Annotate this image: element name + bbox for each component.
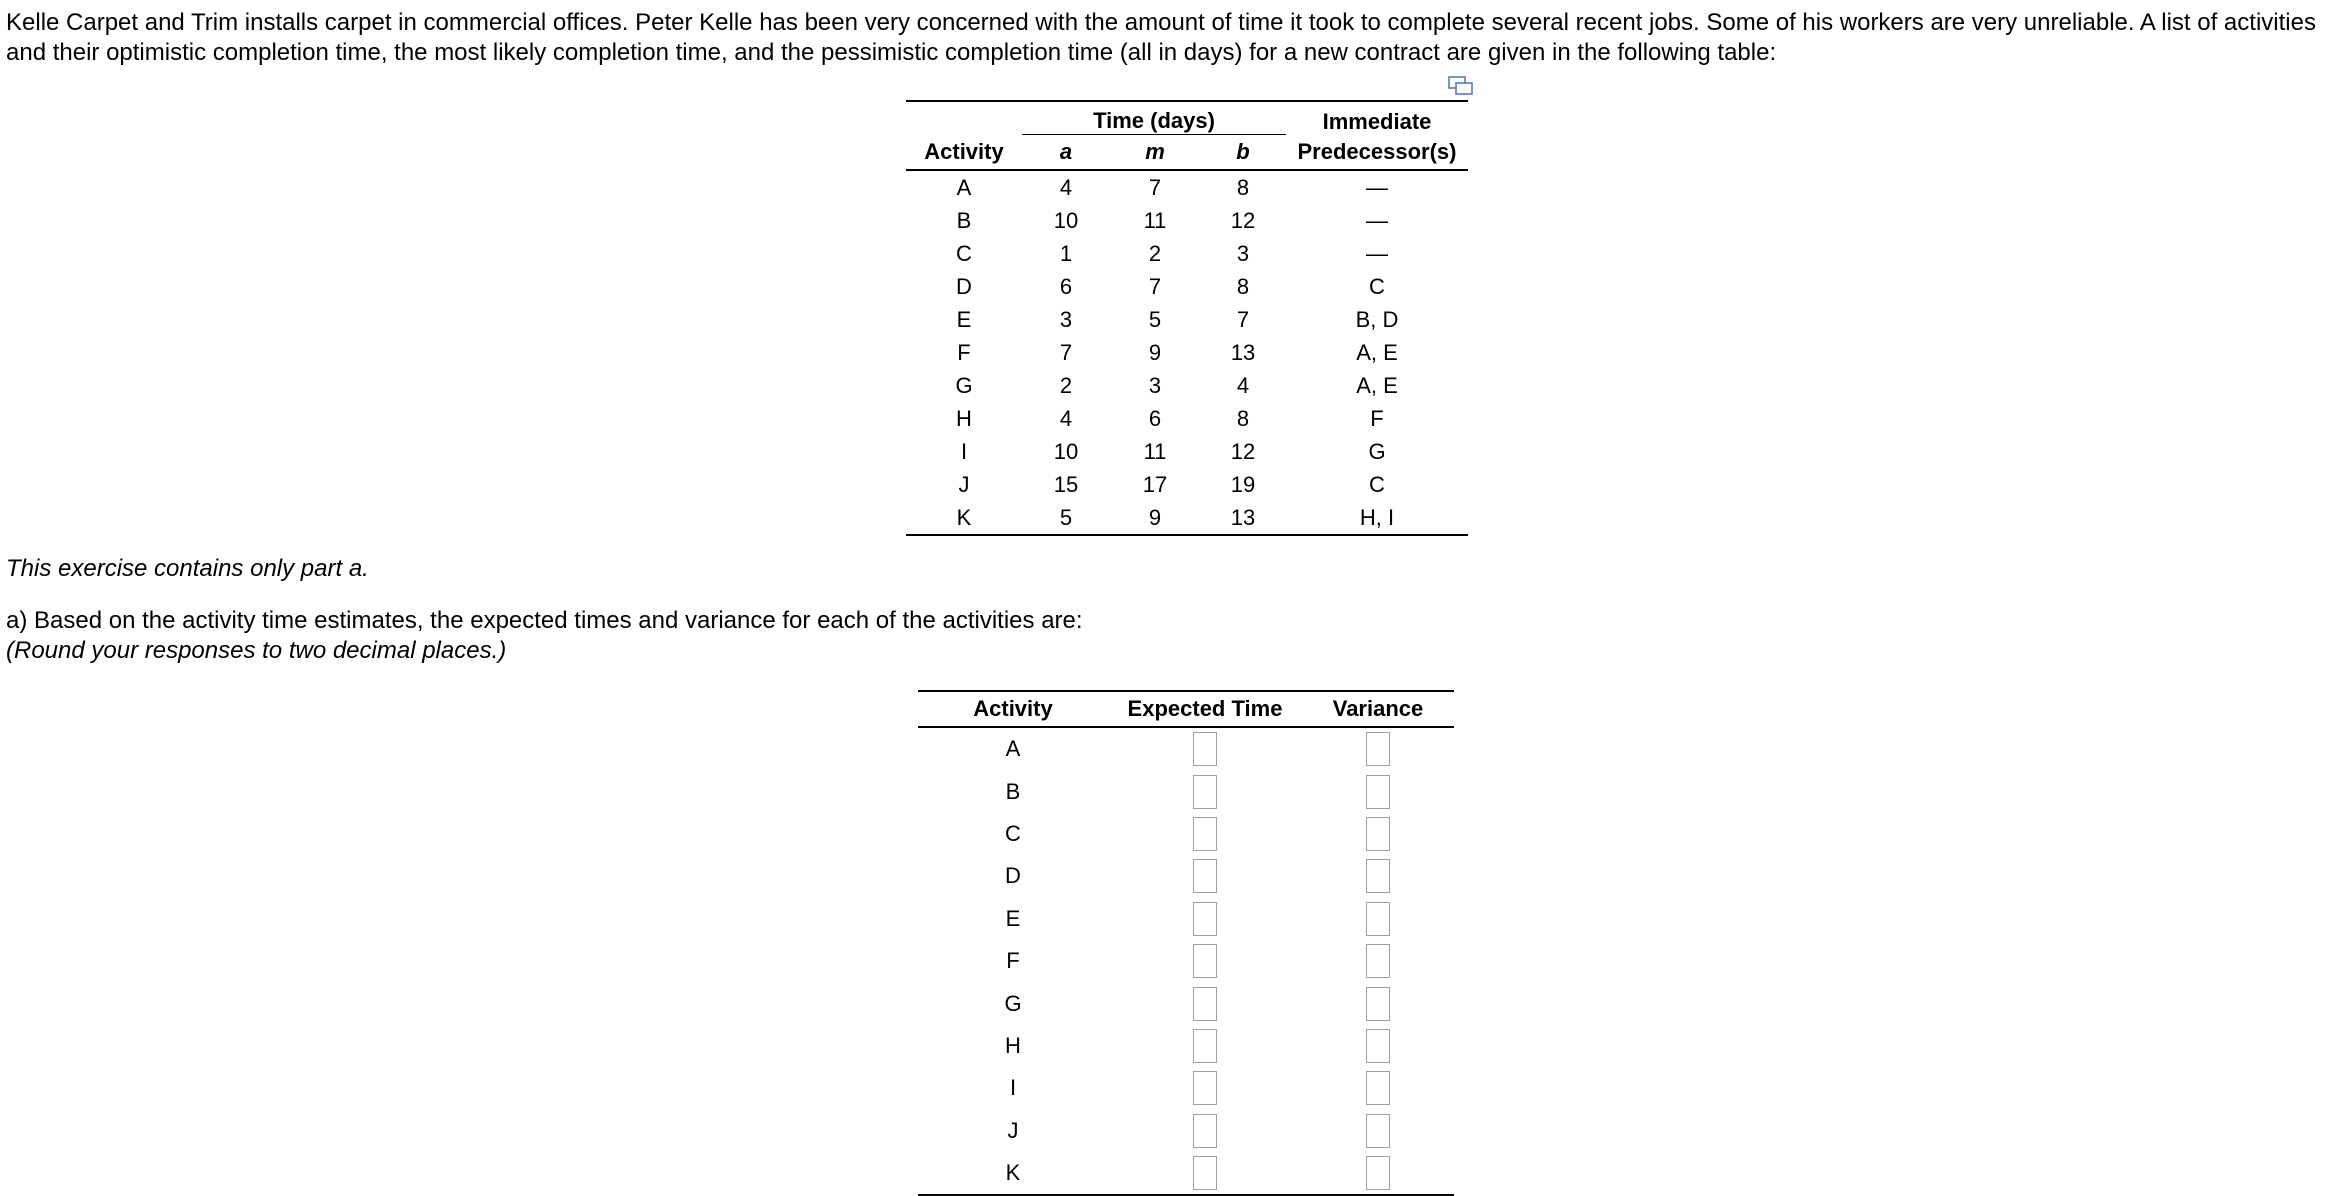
predecessor-cell: C xyxy=(1369,471,1385,497)
answer-row xyxy=(918,940,1454,982)
copy-table-icon[interactable] xyxy=(1448,76,1474,96)
predecessor-header-line2: Predecessor(s) xyxy=(1286,135,1468,171)
predecessor-cell: G xyxy=(1368,438,1386,464)
m-cell: 17 xyxy=(1142,471,1168,497)
b-cell: 8 xyxy=(1236,405,1250,431)
variance-input[interactable] xyxy=(1366,1029,1390,1063)
m-cell: 5 xyxy=(1148,306,1162,332)
predecessor-cell: F xyxy=(1370,405,1384,431)
m-cell: 11 xyxy=(1143,207,1167,233)
variance-input[interactable] xyxy=(1366,859,1390,893)
activity-cell: A xyxy=(956,174,972,200)
expected-time-input[interactable] xyxy=(1193,987,1217,1021)
table-row xyxy=(906,303,1468,336)
answer-row xyxy=(918,813,1454,855)
b-cell: 4 xyxy=(1236,372,1250,398)
predecessor-cell: — xyxy=(1366,207,1388,233)
b-cell: 8 xyxy=(1236,273,1250,299)
b-header: b xyxy=(1200,135,1286,171)
a-header: a xyxy=(1022,135,1110,171)
activity-cell: C xyxy=(956,240,972,266)
variance-input[interactable] xyxy=(1366,987,1390,1021)
m-cell: 11 xyxy=(1143,438,1167,464)
answer-activity-cell: K xyxy=(1005,1160,1021,1186)
table-row xyxy=(906,468,1468,501)
answer-activity-cell: J xyxy=(1007,1117,1019,1143)
b-cell: 3 xyxy=(1236,240,1250,266)
expected-time-header: Expected Time xyxy=(1108,691,1302,727)
activity-cell: J xyxy=(958,471,970,497)
m-cell: 9 xyxy=(1148,504,1162,530)
answer-activity-cell: B xyxy=(1005,778,1021,804)
answer-table xyxy=(918,690,1454,1196)
table-row xyxy=(906,170,1468,204)
a-cell: 10 xyxy=(1053,438,1079,464)
a-cell: 7 xyxy=(1059,339,1073,365)
variance-input[interactable] xyxy=(1366,775,1390,809)
answer-activity-header: Activity xyxy=(918,691,1108,727)
predecessor-cell: — xyxy=(1366,240,1388,266)
table-row xyxy=(906,204,1468,237)
variance-input[interactable] xyxy=(1366,1071,1390,1105)
predecessor-cell: C xyxy=(1369,273,1385,299)
predecessor-cell: B, D xyxy=(1355,306,1399,332)
question-text: a) Based on the activity time estimates, the expected times and variance for each of the activities are: xyxy=(6,607,1083,634)
b-cell: 19 xyxy=(1230,471,1256,497)
m-cell: 7 xyxy=(1148,273,1162,299)
answer-row xyxy=(918,982,1454,1024)
a-cell: 4 xyxy=(1059,405,1073,431)
expected-time-input[interactable] xyxy=(1193,1156,1217,1190)
answer-row xyxy=(918,1110,1454,1152)
answer-row xyxy=(918,898,1454,940)
answer-row xyxy=(918,855,1454,897)
predecessor-cell: A, E xyxy=(1356,372,1398,398)
a-cell: 2 xyxy=(1059,372,1073,398)
b-cell: 8 xyxy=(1236,174,1250,200)
activity-cell: D xyxy=(956,273,972,299)
variance-header: Variance xyxy=(1302,691,1454,727)
table-row xyxy=(906,435,1468,468)
expected-time-input[interactable] xyxy=(1193,817,1217,851)
activity-data-table xyxy=(906,100,1468,536)
table-row xyxy=(906,369,1468,402)
answer-row xyxy=(918,727,1454,770)
m-cell: 2 xyxy=(1148,240,1162,266)
activity-cell: E xyxy=(956,306,972,332)
time-days-header: Time (days) xyxy=(1022,101,1286,135)
rounding-instruction: (Round your responses to two decimal places.) xyxy=(6,637,507,664)
expected-time-input[interactable] xyxy=(1193,1071,1217,1105)
expected-time-input[interactable] xyxy=(1193,944,1217,978)
a-cell: 5 xyxy=(1059,504,1073,530)
m-cell: 7 xyxy=(1148,174,1162,200)
answer-activity-cell: F xyxy=(1006,948,1020,974)
answer-row xyxy=(918,1152,1454,1195)
answer-activity-cell: H xyxy=(1005,1032,1021,1058)
predecessor-header-line1: Immediate xyxy=(1322,108,1432,134)
a-cell: 15 xyxy=(1053,471,1079,497)
answer-row xyxy=(918,1025,1454,1067)
m-cell: 3 xyxy=(1148,372,1162,398)
a-cell: 1 xyxy=(1059,240,1073,266)
expected-time-input[interactable] xyxy=(1193,1114,1217,1148)
b-cell: 12 xyxy=(1230,207,1256,233)
a-cell: 4 xyxy=(1059,174,1073,200)
table-row xyxy=(906,402,1468,435)
variance-input[interactable] xyxy=(1366,1114,1390,1148)
answer-activity-cell: C xyxy=(1005,820,1021,846)
expected-time-input[interactable] xyxy=(1193,732,1217,766)
answer-activity-cell: D xyxy=(1005,863,1021,889)
activity-cell: B xyxy=(956,207,972,233)
predecessor-cell: A, E xyxy=(1356,339,1398,365)
table-row xyxy=(906,336,1468,369)
answer-row xyxy=(918,1067,1454,1109)
answer-activity-cell: I xyxy=(1009,1075,1017,1101)
intro-text: Kelle Carpet and Trim installs carpet in commercial offices. Peter Kelle has been very concerned with the amount of time it took to complete several recent jobs. Some of his workers are very unreliable. A list of activities and their optimistic completion time, the most likely completion time, and the pessimistic completion time (all in days) for a new contract are given in the following table: xyxy=(6,9,2316,66)
variance-input[interactable] xyxy=(1366,1156,1390,1190)
b-cell: 13 xyxy=(1230,339,1256,365)
activity-cell: I xyxy=(960,438,968,464)
expected-time-input[interactable] xyxy=(1193,775,1217,809)
answer-activity-cell: G xyxy=(1004,990,1022,1016)
table-row xyxy=(906,237,1468,270)
answer-activity-cell: A xyxy=(1005,736,1021,762)
variance-input[interactable] xyxy=(1366,944,1390,978)
b-cell: 12 xyxy=(1230,438,1256,464)
activity-cell: G xyxy=(955,372,973,398)
answer-activity-cell: E xyxy=(1005,905,1021,931)
b-cell: 13 xyxy=(1230,504,1256,530)
expected-time-input[interactable] xyxy=(1193,1029,1217,1063)
table-row xyxy=(906,270,1468,303)
expected-time-input[interactable] xyxy=(1193,859,1217,893)
b-cell: 7 xyxy=(1236,306,1250,332)
activity-cell: H xyxy=(956,405,972,431)
m-header: m xyxy=(1110,135,1200,171)
m-cell: 9 xyxy=(1148,339,1162,365)
a-cell: 6 xyxy=(1059,273,1073,299)
activity-header: Activity xyxy=(906,135,1022,171)
predecessor-cell: — xyxy=(1366,174,1388,200)
table-row xyxy=(906,501,1468,535)
answer-row xyxy=(918,770,1454,812)
part-note: This exercise contains only part a. xyxy=(6,555,369,582)
variance-input[interactable] xyxy=(1366,817,1390,851)
a-cell: 10 xyxy=(1053,207,1079,233)
activity-cell: K xyxy=(956,504,972,530)
m-cell: 6 xyxy=(1148,405,1162,431)
a-cell: 3 xyxy=(1059,306,1073,332)
variance-input[interactable] xyxy=(1366,732,1390,766)
predecessor-cell: H, I xyxy=(1359,504,1395,530)
variance-input[interactable] xyxy=(1366,902,1390,936)
expected-time-input[interactable] xyxy=(1193,902,1217,936)
activity-cell: F xyxy=(957,339,971,365)
